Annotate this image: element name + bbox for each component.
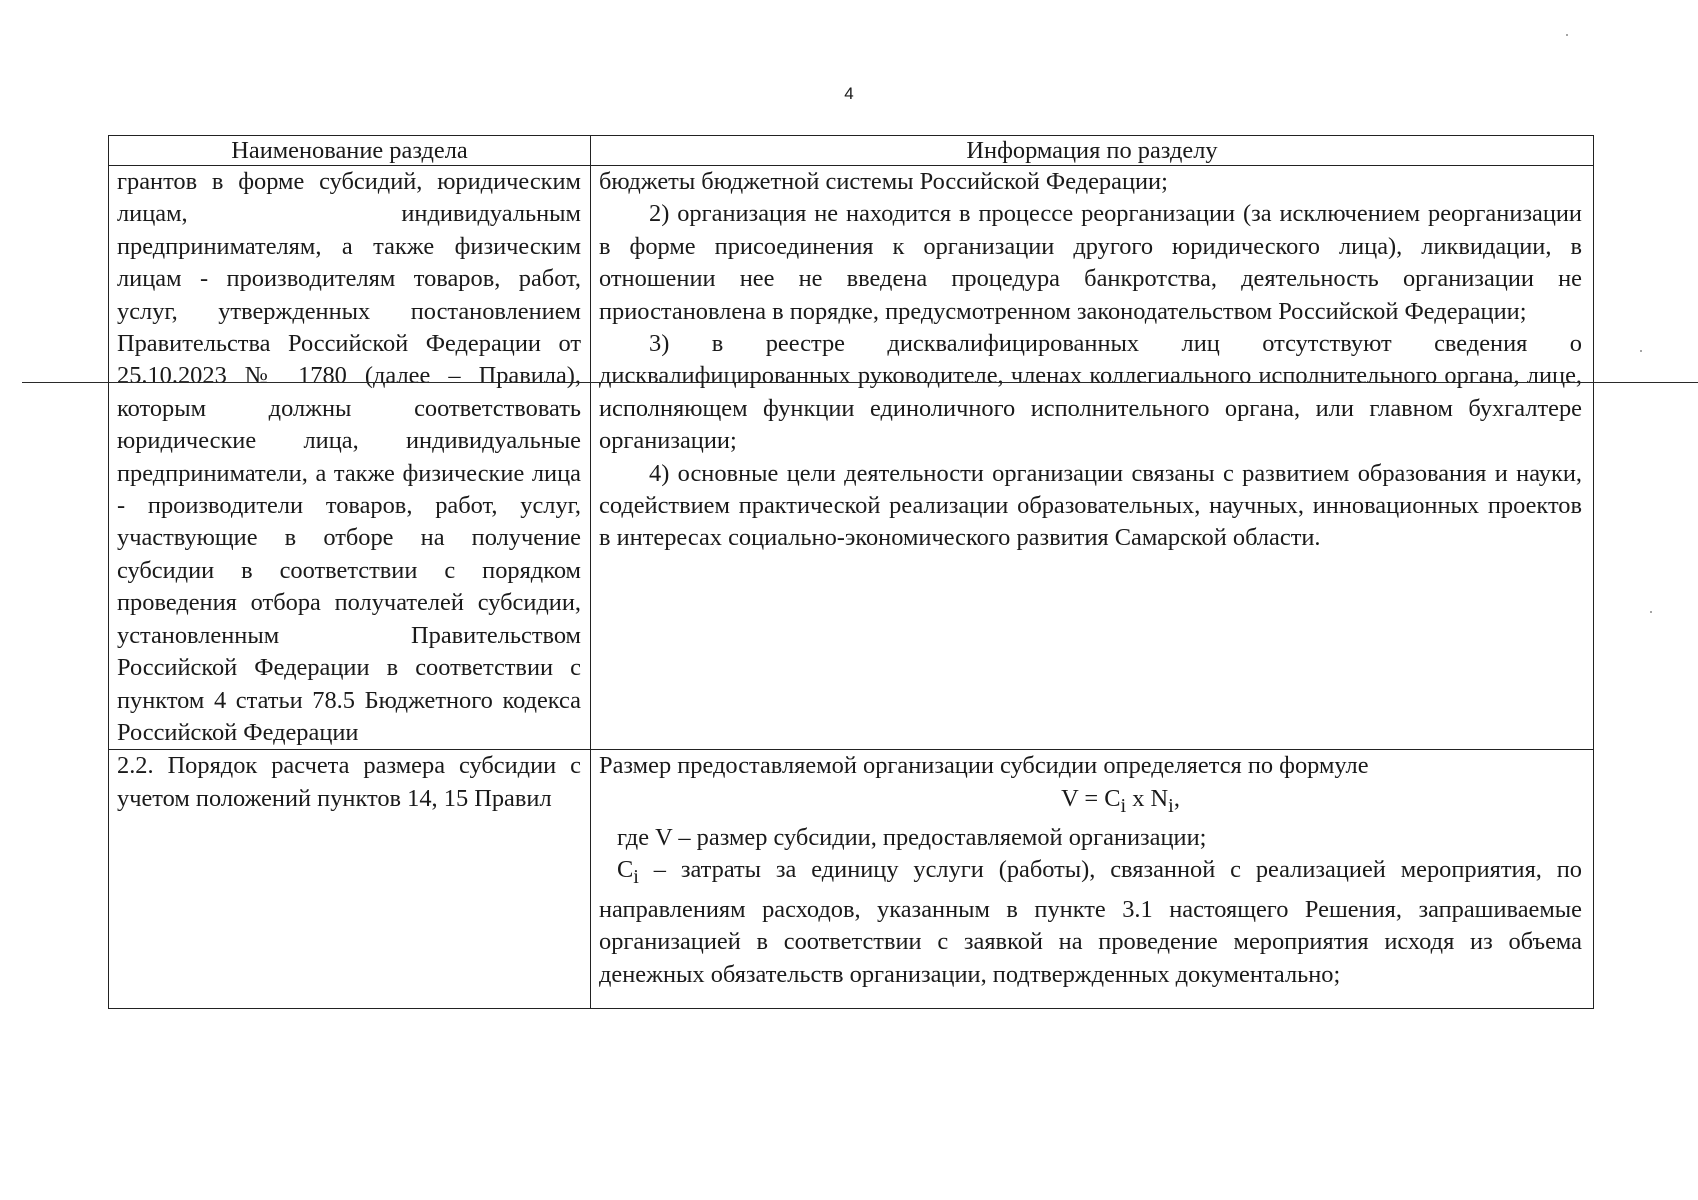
scan-speck (1640, 350, 1642, 352)
info-paragraph: где V – размер субсидии, предоставляемой организации; (617, 824, 1207, 851)
ci-subscript: i (633, 866, 639, 889)
section-name-cell: грантов в форме субсидий, юридическим лицам, индивидуальным предпринимателям, а также физическим лицам - производителям товаров, работ, услуг, утвержденных постановлением Правительства Российской Федерации от 25.10.2023 № 1780 (далее – Правила), которым должны соответствовать юридические лица, индивидуальные предприниматели, а также физические лица - производители товаров, работ, услуг, участвующие в отборе на получение субсидии в соответствии с порядком проведения отбора получателей субсидии, установленным Правительством Российской Федерации в соответствии с пунктом 4 статьи 78.5 Бюджетного кодекса Российской Федерации (109, 166, 591, 750)
section-info-cell (591, 750, 1594, 1009)
subsidy-formula (599, 783, 1582, 822)
info-paragraph: бюджеты бюджетной системы Российской Федерации; (599, 168, 1168, 195)
header-section-name: Наименование раздела (109, 136, 591, 166)
info-paragraph: 2) организация не находится в процессе реорганизации (за исключением реорганизации в форме присоединения к организации другого юридического лица), ликвидации, в отношении нее не введена процедура банкротства, деятельность организации не приостановлена в порядке, предусмотренном законодательством Российской Федерации; (599, 200, 1582, 325)
info-paragraph: 3) в реестре дисквалифицированных лиц отсутствуют сведения о дисквалифицированных руководителе, членах коллегиального исполнительного органа, лице, исполняющем функции единоличного исполнительного органа, или главном бухгалтере организации; (599, 330, 1582, 455)
formula-subscript: i (1120, 794, 1127, 817)
scan-speck (1650, 611, 1652, 613)
formula-part: , (1173, 784, 1180, 812)
table-row (109, 750, 1594, 1009)
formula-part: x N (1126, 784, 1169, 812)
formula-subscript: i (1168, 794, 1174, 817)
table-row (109, 166, 1594, 750)
section-info-cell (591, 166, 1594, 750)
table-header-row (109, 136, 1594, 166)
section-name-cell: 2.2. Порядок расчета размера субсидии с учетом положений пунктов 14, 15 Правил (109, 750, 591, 1009)
info-paragraph: 4) основные цели деятельности организации связаны с развитием образования и науки, содействием практической реализации образовательных, научных, инновационных проектов в интересах социально-экономического развития Самарской области. (599, 459, 1582, 552)
scan-speck (1566, 34, 1568, 36)
info-paragraph: Размер предоставляемой организации субсидии определяется по формуле (599, 752, 1369, 780)
formula-part: V = C (1061, 784, 1121, 812)
ci-definition: – затраты за единицу услуги (работы), связанной с реализацией мероприятия, по направлениям расходов, указанным в пункте 3.1 настоящего Решения, запрашиваемые организацией в соответствии с заявкой на проведение мероприятия исходя из объема денежных обязательств организации, подтвержденных документально; (599, 856, 1582, 988)
header-section-info: Информация по разделу (591, 136, 1594, 166)
info-paragraph (599, 854, 1582, 991)
ci-symbol: C (617, 856, 634, 884)
page-number: 4 (844, 84, 854, 103)
section-info-table (108, 135, 1594, 1009)
